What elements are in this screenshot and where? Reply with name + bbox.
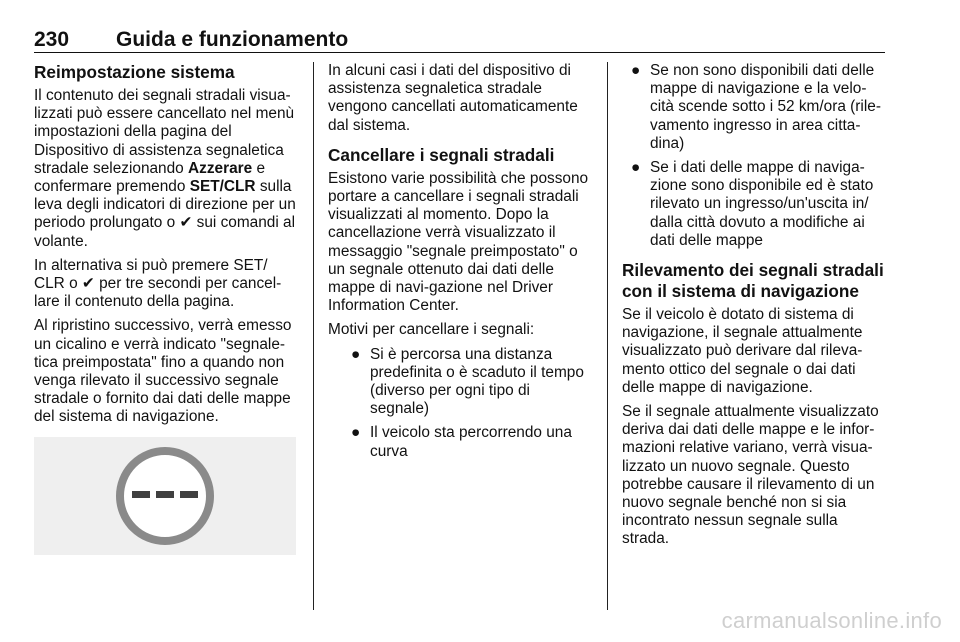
list-item: ● Se non sono disponibili dati delle mappe di navigazione e la velo-cità scende sotto i 52 km/ora (rile-vamento ingresso in area citta-dina)	[631, 62, 881, 152]
column-right	[622, 62, 888, 555]
list-item: ● Se i dati delle mappe di naviga-zione sono disponibile ed è stato rilevato un ingresso/un'uscita in/ dalla città dovuto a modifiche ai dati delle mappe	[631, 159, 874, 249]
page-header	[34, 28, 885, 53]
bullet-icon: ●	[351, 345, 361, 363]
paragraph: Al ripristino successivo, verrà emesso un cicalino e verrà indicato "segnale-tica preimpostata" fino a quando non venga rilevato il successivo segnale stradale o fornito dai dati delle mappe del sistema di navigazione.	[34, 317, 292, 426]
paragraph: Motivi per cancellare i segnali:	[328, 321, 535, 339]
list-item: ● Si è percorsa una distanza predefinita o è scaduto il tempo (diverso per ogni tipo di segnale)	[351, 345, 584, 418]
bullet-list	[622, 62, 888, 250]
paragraph: In alcuni casi i dati del dispositivo di assistenza segnaletica stradale vengono cancellati automaticamente dal sistema.	[328, 62, 578, 134]
column-divider	[607, 62, 608, 610]
watermark: carmanualsonline.info	[721, 608, 942, 633]
column-divider	[313, 62, 314, 610]
paragraph: Se il segnale attualmente visualizzato deriva dai dati delle mappe e le infor-mazioni relative variano, verrà visua-lizzato un nuovo segnale. Questo potrebbe causare il rilevamento di un nuovo segnale benché non si sia incontrato nessun segnale sulla strada.	[622, 403, 879, 548]
section-heading-reset: Reimpostazione sistema	[34, 62, 235, 82]
bullet-icon: ●	[631, 159, 641, 177]
page-number: 230	[34, 28, 70, 51]
sign-illustration	[34, 437, 296, 555]
button-label-set-clr: SET/CLR	[189, 178, 256, 196]
paragraph: In alternativa si può premere SET/ CLR o ✔ per tre secondi per cancel-lare il contenuto della pagina.	[34, 256, 282, 311]
column-left	[34, 62, 302, 555]
checkmark-icon: ✔	[179, 214, 193, 232]
column-middle	[328, 62, 593, 467]
bullet-list	[328, 346, 593, 461]
list-item: ● Il veicolo sta percorrendo una curva	[351, 424, 572, 460]
section-heading-clear-signs: Cancellare i segnali stradali	[328, 144, 555, 165]
bullet-icon: ●	[351, 424, 361, 442]
page-title: Guida e funzionamento	[116, 28, 349, 51]
paragraph: Il contenuto dei segnali stradali visua-lizzati può essere cancellato nel menù impostazioni della pagina del Dispositivo di assistenza segnaletica stradale selezionando Azzerare e confermare premendo SET/CLR sulla leva degli indicatori di direzione per un periodo prolungato o ✔ sui comandi al volante.	[34, 87, 296, 250]
paragraph: Se il veicolo è dotato di sistema di navigazione, il segnale attualmente visualizzato può derivare dal rileva-mento ottico del segnale o dai dati delle mappe di navigazione.	[622, 306, 863, 396]
menu-option-azzerare: Azzerare	[188, 159, 253, 177]
preset-sign-icon	[110, 441, 220, 551]
paragraph: Esistono varie possibilità che possono portare a cancellare i segnali stradali visualizzati al momento. Dopo la cancellazione verrà visualizzato il messaggio "segnale preimpostato" o un segnale ottenuto dai dati delle mappe di navi-gazione nel Driver Information Center.	[328, 169, 589, 315]
section-heading-navigation-detection: Rilevamento dei segnali stradali con il sistema di navigazione	[622, 260, 884, 302]
bullet-icon: ●	[631, 62, 641, 79]
